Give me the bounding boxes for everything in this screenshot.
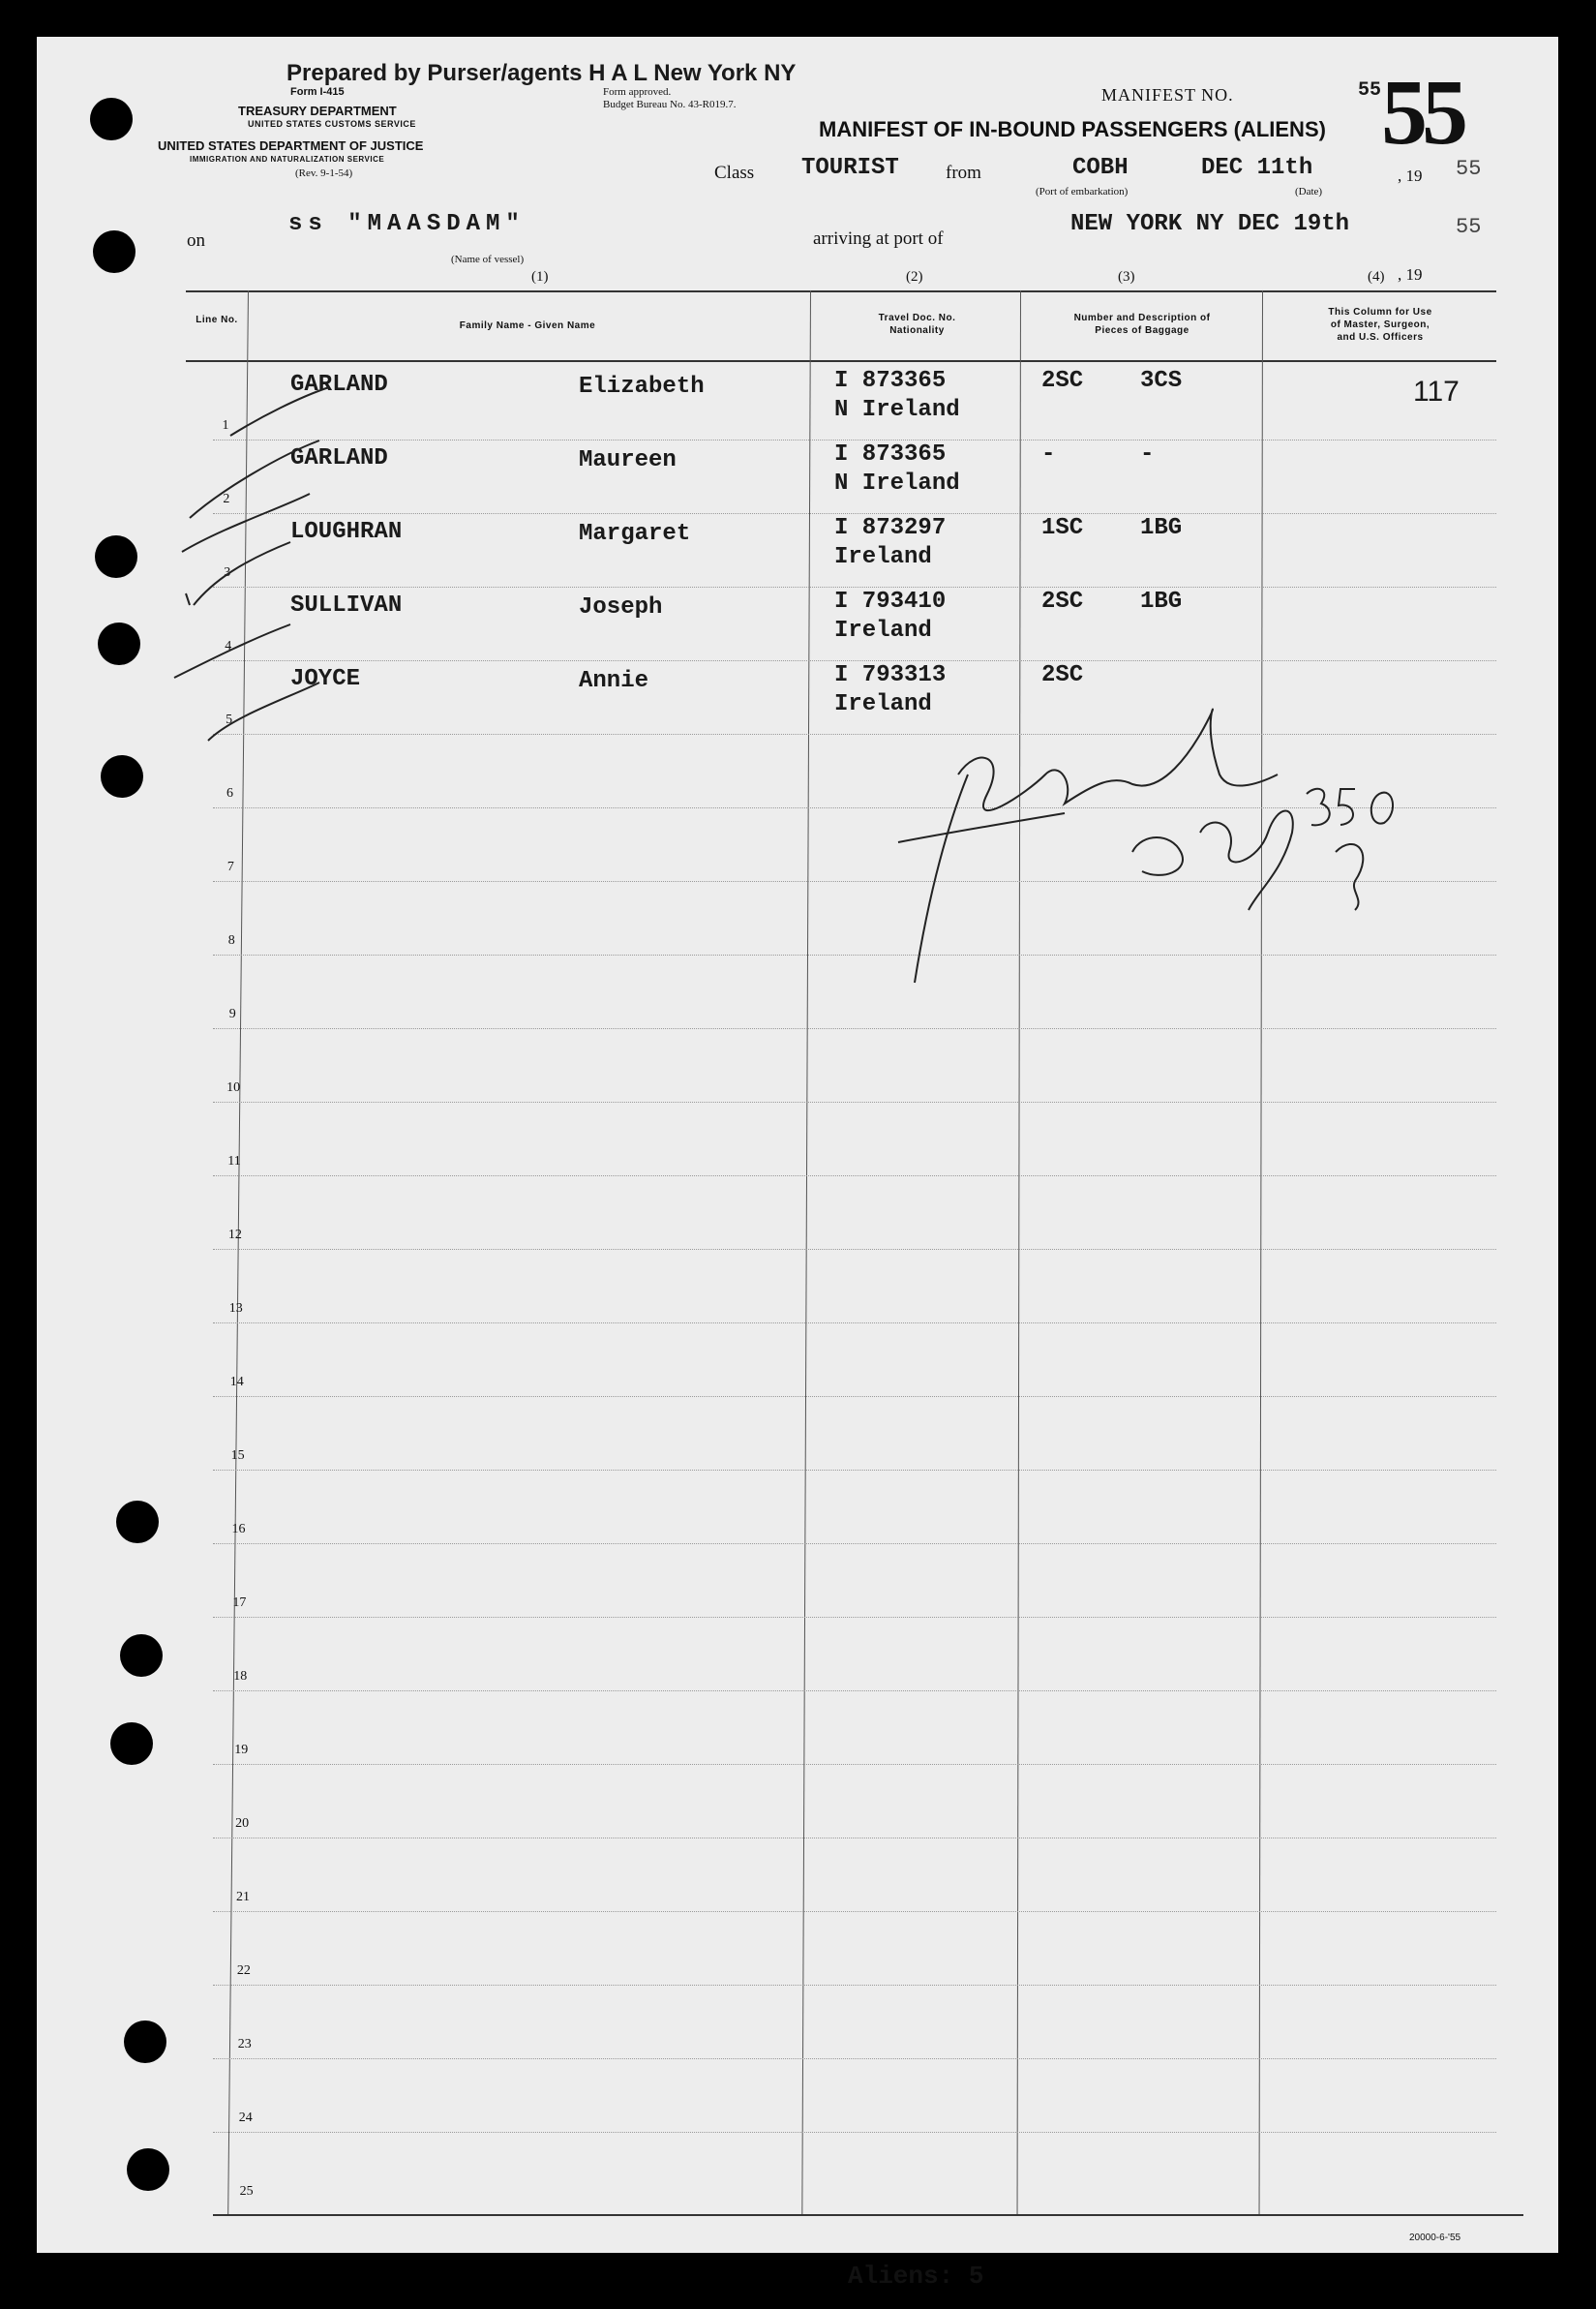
line-number: 24: [238, 2111, 253, 2125]
arriving-label: arriving at port of: [813, 228, 944, 249]
year-value: 55: [1456, 215, 1482, 239]
line-number: 19: [234, 1743, 249, 1757]
baggage-count: 2SC: [1041, 589, 1084, 615]
port-caption: (Port of embarkation): [1036, 186, 1129, 197]
line-number: 23: [237, 2037, 252, 2051]
on-label: on: [187, 230, 205, 251]
budget-bureau-number: Budget Bureau No. 43-R019.7.: [603, 99, 737, 110]
given-name: Elizabeth: [579, 374, 705, 400]
family-name: LOUGHRAN: [290, 519, 403, 545]
travel-doc-number: I 873297: [834, 515, 947, 541]
manifest-no-stamp: 55: [1381, 60, 1462, 164]
line-number: 1: [222, 418, 229, 433]
date-caption: (Date): [1295, 186, 1323, 197]
nationality: Ireland: [834, 544, 932, 570]
family-name: GARLAND: [290, 372, 388, 398]
line-number: 5: [226, 713, 233, 727]
baggage-description: 1BG: [1140, 589, 1183, 615]
given-name: Maureen: [579, 447, 677, 473]
header-officers-text: This Column for Use: [1328, 307, 1432, 318]
revision-date: (Rev. 9-1-54): [295, 167, 353, 179]
line-number: 3: [224, 565, 231, 580]
vessel-caption: (Name of vessel): [451, 254, 525, 265]
nationality: N Ireland: [834, 471, 960, 497]
family-name: JOYCE: [290, 666, 361, 692]
nationality: N Ireland: [834, 397, 960, 423]
class-value: TOURIST: [801, 155, 899, 181]
arrival-port-date: NEW YORK NY DEC 19th: [1070, 211, 1350, 237]
check-marks: [174, 387, 329, 741]
class-label: Class: [714, 163, 755, 183]
line-number: 7: [226, 860, 234, 874]
form-approved: Form approved.: [603, 86, 672, 98]
line-number: 14: [229, 1375, 244, 1389]
column-number: (2): [906, 269, 923, 285]
baggage-count: -: [1041, 441, 1056, 468]
baggage-count: 2SC: [1041, 368, 1084, 394]
customs-service: UNITED STATES CUSTOMS SERVICE: [248, 119, 416, 129]
line-number: 12: [227, 1228, 242, 1242]
baggage-description: 3CS: [1140, 368, 1183, 394]
header-nationality-text: Nationality: [889, 325, 945, 336]
baggage-description: 1BG: [1140, 515, 1183, 541]
header-officers-text-3: and U.S. Officers: [1337, 332, 1424, 343]
line-number: 21: [236, 1890, 250, 1904]
travel-doc-number: I 873365: [834, 441, 947, 468]
header-line-no-text: Line No.: [196, 315, 238, 325]
line-number: 15: [230, 1448, 245, 1463]
nationality: Ireland: [834, 691, 932, 717]
line-number: 16: [231, 1522, 246, 1536]
travel-doc-number: I 793313: [834, 662, 947, 688]
line-number: 11: [227, 1154, 241, 1169]
officer-note: 117: [1413, 376, 1460, 408]
column-number: (1): [531, 269, 549, 285]
header-officers-text-2: of Master, Surgeon,: [1330, 319, 1430, 330]
prepared-by-line: Prepared by Purser/agents H A L New York NY: [286, 60, 797, 86]
department-of-justice: UNITED STATES DEPARTMENT OF JUSTICE: [158, 138, 424, 153]
immigration-service: IMMIGRATION AND NATURALIZATION SERVICE: [190, 155, 385, 164]
travel-doc-number: I 793410: [834, 589, 947, 615]
line-number: 22: [236, 1963, 251, 1978]
signature: [1115, 784, 1118, 785]
baggage-count: 1SC: [1041, 515, 1084, 541]
line-number: 17: [232, 1595, 247, 1610]
line-number: 6: [226, 786, 233, 801]
line-number: 20: [235, 1816, 250, 1831]
line-number: 13: [228, 1301, 243, 1316]
line-number: 9: [228, 1007, 236, 1021]
treasury-department: TREASURY DEPARTMENT: [238, 104, 397, 118]
year-prefix: , 19: [1398, 265, 1423, 284]
baggage-description: -: [1140, 441, 1155, 468]
line-number: 18: [233, 1669, 248, 1684]
signature-scrawl: [898, 710, 1363, 984]
column-number: (4): [1368, 269, 1385, 285]
year-value: 55: [1456, 157, 1482, 181]
form-number: Form I-415: [290, 86, 345, 98]
manifest-no-label: MANIFEST NO.: [1101, 85, 1234, 105]
manifest-no-small: 55: [1358, 79, 1382, 102]
year-prefix: , 19: [1398, 167, 1423, 185]
line-number: 8: [227, 933, 235, 948]
family-name: GARLAND: [290, 445, 388, 471]
family-name: SULLIVAN: [290, 592, 403, 619]
line-number: 25: [239, 2184, 254, 2199]
column-number: (3): [1118, 269, 1135, 285]
handnote: [1307, 784, 1309, 785]
from-label: from: [946, 163, 981, 183]
aliens-count: Aliens: 5: [848, 2262, 984, 2291]
port-of-embarkation: COBH: [1072, 155, 1129, 181]
nationality: Ireland: [834, 618, 932, 644]
given-name: Annie: [579, 668, 649, 694]
given-name: Joseph: [579, 594, 663, 621]
header-baggage-text: Number and Description of: [1073, 313, 1211, 323]
travel-doc-number: I 873365: [834, 368, 947, 394]
line-number: 2: [223, 492, 230, 506]
header-name-text: Family Name - Given Name: [459, 320, 596, 331]
header-travel-doc-text: Travel Doc. No.: [878, 313, 956, 323]
manifest-title: MANIFEST OF IN-BOUND PASSENGERS (ALIENS): [819, 117, 1326, 141]
print-code: 20000-6-'55: [1409, 2233, 1461, 2243]
baggage-count: 2SC: [1041, 662, 1084, 688]
handnote-350: [1307, 789, 1393, 826]
embarkation-date: DEC 11th: [1201, 155, 1313, 181]
vessel-name: ss "MAASDAM": [288, 211, 526, 237]
header-baggage-text-2: Pieces of Baggage: [1095, 325, 1189, 336]
given-name: Margaret: [579, 521, 691, 547]
line-number: 10: [226, 1080, 241, 1095]
line-number: 4: [225, 639, 232, 653]
